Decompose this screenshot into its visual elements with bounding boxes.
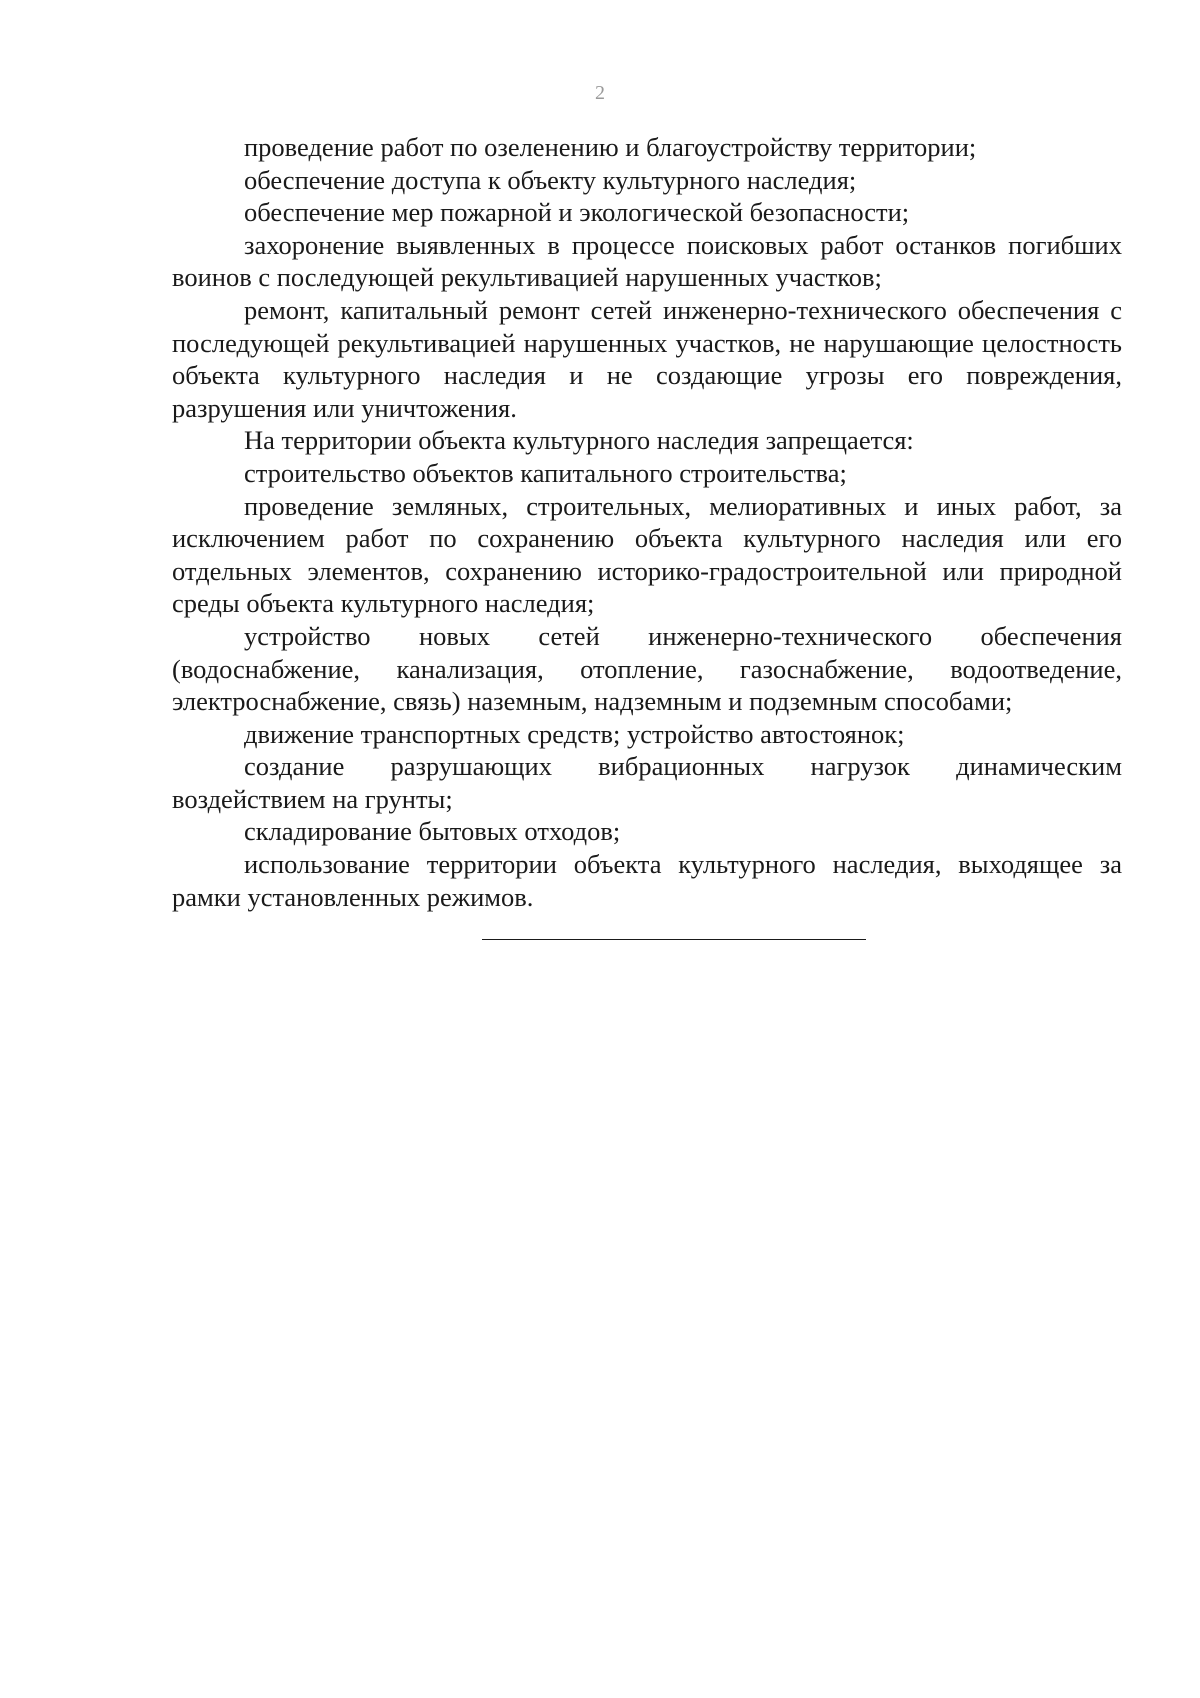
paragraph-vibration: создание разрушающих вибрационных нагрузок динамическим воздействием на грунты; — [172, 751, 1122, 814]
paragraph-landscaping: проведение работ по озеленению и благоустройству территории; — [244, 132, 977, 162]
paragraph-prohibited-heading: На территории объекта культурного наследия запрещается: — [244, 425, 914, 456]
paragraph-burial: захоронение выявленных в процессе поисковых работ останков погибших воинов с последующей рекультивацией нарушенных участков; — [172, 229, 1122, 293]
closing-rule — [482, 939, 866, 940]
paragraph-vehicles: движение транспортных средств; устройство автостоянок; — [244, 718, 905, 749]
paragraph-access: обеспечение доступа к объекту культурного наследия; — [244, 164, 857, 195]
paragraph-safety: обеспечение мер пожарной и экологической безопасности; — [244, 197, 910, 228]
paragraph-repair: ремонт, капитальный ремонт сетей инженерно-технического обеспечения с последующей рекультивацией нарушенных участков, не нарушающие целостность объекта культурного наследия и не создающие угрозы его повреждения, разрушения или уничтожения. — [172, 294, 1122, 423]
document-body — [172, 131, 1122, 913]
paragraph-territory-use: использование территории объекта культурного наследия, выходящее за рамки установленных режимов. — [172, 849, 1122, 912]
paragraph-new-networks: устройство новых сетей инженерно-технического обеспечения (водоснабжение, канализация, отопление, газоснабжение, водоотведение, электроснабжение, связь) наземным, надземным и подземным способами; — [172, 620, 1122, 717]
paragraph-construction: строительство объектов капитального строительства; — [244, 457, 847, 488]
paragraph-waste: складирование бытовых отходов; — [244, 816, 621, 847]
page-number: 2 — [595, 82, 605, 104]
paragraph-earthworks: проведение земляных, строительных, мелиоративных и иных работ, за исключением работ по сохранению объекта культурного наследия или его отдельных элементов, сохранению историко-градостроительной или природной среды объекта культурного наследия; — [172, 490, 1122, 619]
